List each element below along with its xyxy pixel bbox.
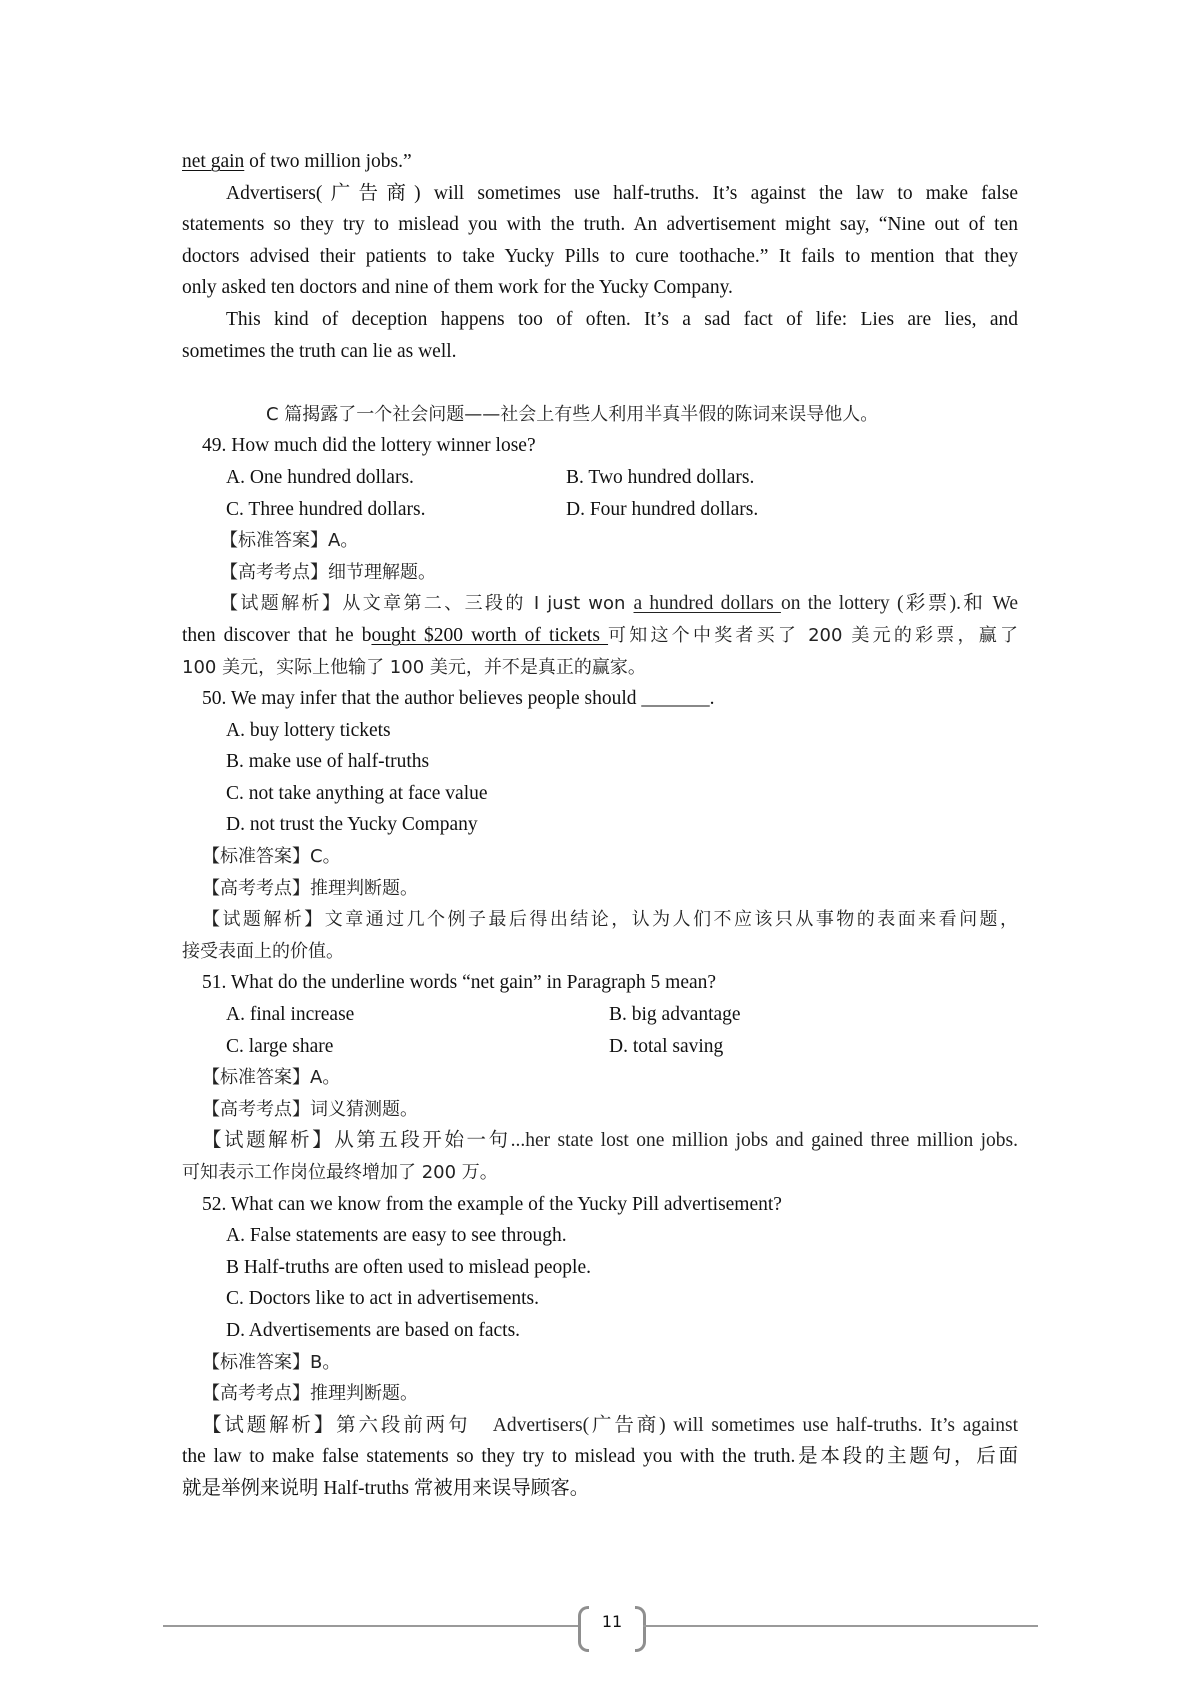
analysis-line: 100 美元，实际上他输了 100 美元，并不是真正的赢家。 — [182, 656, 646, 678]
exam-point: 【高考考点】细节理解题。 — [220, 561, 436, 583]
option: A. False statements are easy to see through. — [226, 1225, 567, 1247]
passage-line: Advertisers(广告商) will sometimes use half-truths. It’s against the law to make false — [226, 182, 1018, 204]
passage-line: doctors advised their patients to take Yucky Pills to cure toothache.” It fails to mention that they — [182, 245, 1018, 267]
option: C. Doctors like to act in advertisements. — [226, 1288, 540, 1310]
option: D. total saving — [609, 1035, 724, 1057]
analysis-text: 【试题解析】从文章第二、三段的 I just won — [220, 593, 634, 615]
passage-line: sometimes the truth can lie as well. — [182, 340, 457, 362]
option: A. final increase — [226, 1004, 355, 1026]
analysis-line — [182, 620, 1018, 652]
question-stem: 52. What can we know from the example of the Yucky Pill advertisement? — [202, 1193, 782, 1215]
analysis-text: 可知这个中奖者买了 200 美元的彩票，赢了 — [608, 624, 1018, 646]
option: D. Advertisements are based on facts. — [226, 1319, 521, 1341]
option: B Half-truths are often used to mislead people. — [226, 1256, 591, 1278]
right-bracket-icon — [635, 1606, 646, 1652]
passage-line: statements so they try to mislead you with the truth. An advertisement might say, “Nine out of ten — [182, 214, 1018, 236]
analysis-line: 就是举例来说明 Half-truths 常被用来误导顾客。 — [182, 1477, 590, 1499]
passage-text: of two million jobs.” — [244, 151, 412, 172]
underlined-phrase: net gain — [182, 151, 245, 172]
underlined-phrase: a hundred dollars — [633, 593, 781, 615]
option: B. Two hundred dollars. — [566, 466, 755, 488]
analysis-text: then discover that he b — [182, 624, 372, 646]
option: C. Three hundred dollars. — [226, 498, 426, 520]
option: B. big advantage — [609, 1004, 741, 1026]
exam-point: 【高考考点】词义猜测题。 — [202, 1098, 418, 1120]
analysis-line: 【试题解析】从第五段开始一句...her state lost one million jobs and gained three million jobs. — [202, 1130, 1018, 1152]
analysis-line: 可知表示工作岗位最终增加了 200 万。 — [182, 1162, 498, 1183]
footer-rule-left — [163, 1625, 581, 1627]
document-page — [182, 146, 1018, 1505]
analysis-line — [182, 588, 1018, 620]
option: A. buy lottery tickets — [226, 719, 391, 741]
option-row — [182, 999, 1018, 1031]
underlined-phrase: ought $200 worth of tickets — [371, 624, 609, 646]
page-footer — [150, 1604, 1050, 1648]
answer-label: 【标准答案】A。 — [202, 1067, 341, 1089]
answer-label: 【标准答案】C。 — [202, 846, 341, 868]
footer-rule-right — [643, 1625, 1038, 1627]
option: C. large share — [226, 1035, 334, 1057]
option-row — [182, 462, 1018, 494]
page-number: 11 — [601, 1612, 623, 1631]
analysis-line: the law to make false statements so they try to mislead you with the truth.是本段的主题句，后面 — [182, 1446, 1018, 1468]
passage-line: only asked ten doctors and nine of them work for the Yucky Company. — [182, 277, 733, 299]
option: D. not trust the Yucky Company — [226, 814, 478, 836]
option: A. One hundred dollars. — [226, 466, 414, 488]
analysis-line: 【试题解析】第六段前两句 Advertisers(广告商) will sometimes use half-truths. It’s against — [202, 1414, 1018, 1436]
option: B. make use of half-truths — [226, 751, 430, 773]
exam-point: 【高考考点】推理判断题。 — [202, 1383, 418, 1405]
passage-line: This kind of deception happens too of often. It’s a sad fact of life: Lies are lies, and — [226, 308, 1018, 330]
analysis-line: 接受表面上的价值。 — [182, 940, 344, 962]
passage-line — [182, 146, 1018, 178]
option: C. not take anything at face value — [226, 782, 488, 804]
option: D. Four hundred dollars. — [566, 498, 759, 520]
option-row — [182, 494, 1018, 526]
exam-point: 【高考考点】推理判断题。 — [202, 877, 418, 899]
analysis-line: 【试题解析】文章通过几个例子最后得出结论，认为人们不应该只从事物的表面来看问题， — [202, 909, 1018, 931]
question-stem: 50. We may infer that the author believes people should _______. — [202, 688, 715, 710]
option-row — [182, 1031, 1018, 1063]
question-stem: 49. How much did the lottery winner lose? — [202, 435, 536, 457]
passage-summary: C 篇揭露了一个社会问题——社会上有些人利用半真半假的陈词来误导他人。 — [266, 403, 879, 425]
answer-label: 【标准答案】A。 — [220, 530, 359, 552]
question-stem: 51. What do the underline words “net gain” in Paragraph 5 mean? — [202, 972, 717, 994]
answer-label: 【标准答案】B。 — [202, 1351, 341, 1373]
analysis-text: on the lottery (彩票).和 We — [780, 593, 1018, 615]
